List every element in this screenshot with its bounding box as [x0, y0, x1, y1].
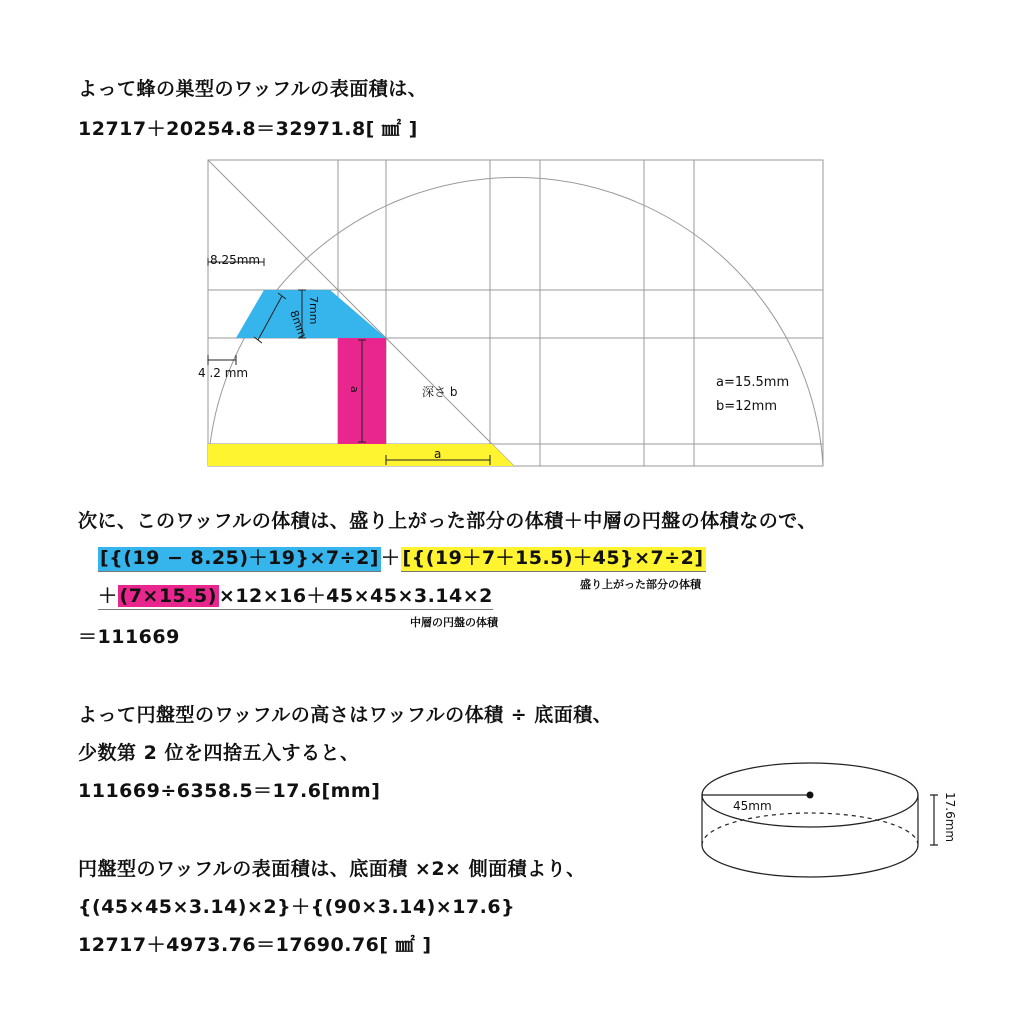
- honeycomb-area-equation: 12717＋20254.8＝32971.8[ ㎟ ]: [78, 118, 418, 140]
- disc-bottom-front: [702, 845, 918, 877]
- disc-area-equation: 12717＋4973.76＝17690.76[ ㎟ ]: [78, 934, 432, 956]
- disc-center-dot: [807, 792, 814, 799]
- volume-expression-line-1: [98, 543, 706, 570]
- expr-yellow-raised-part: [{(19＋7＋15.5)＋45}×7÷2]: [401, 547, 706, 572]
- disc-diagram: [690, 748, 980, 898]
- label-depth-b: 深さ b: [422, 385, 458, 399]
- volume-intro-text: 次に、このワッフルの体積は、盛り上がった部分の体積＋中層の円盤の体積なので、: [78, 510, 817, 532]
- disc-height-label: 17.6mm: [943, 792, 957, 843]
- label-a-value: a=15.5mm: [716, 375, 790, 390]
- label-42mm: 4 .2 mm: [198, 366, 249, 380]
- height-equation: 111669÷6358.5＝17.6[mm]: [78, 780, 381, 802]
- note-raised-part-volume: 盛り上がった部分の体積: [580, 578, 701, 591]
- disc-area-expression: {(45×45×3.14)×2}＋{(90×3.14)×17.6}: [78, 896, 516, 918]
- height-bracket: [930, 795, 938, 845]
- expr-plus-2: ＋: [98, 585, 118, 607]
- honeycomb-diagram: [0, 0, 1024, 480]
- label-825mm: 8.25mm: [210, 253, 261, 267]
- expr-blue-raised-part: [{(19 − 8.25)＋19}×7÷2]: [98, 547, 381, 572]
- expr-middle-disc: ＋45×45×3.14×2: [307, 585, 493, 610]
- disc-area-intro: 円盤型のワッフルの表面積は、底面積 ×2× 側面積より、: [78, 858, 586, 880]
- expr-pink-column: (7×15.5): [119, 585, 217, 607]
- disc-radius-label: 45mm: [733, 799, 772, 813]
- intro-text: よって蜂の巣型のワッフルの表面積は、: [78, 78, 428, 100]
- volume-expression-line-2: [98, 581, 493, 608]
- yellow-base: [208, 444, 514, 466]
- expr-plus-1: ＋: [380, 547, 401, 569]
- label-b-value: b=12mm: [716, 399, 778, 414]
- note-middle-disc-volume: 中層の円盤の体積: [410, 616, 498, 629]
- height-intro-text: よって円盤型のワッフルの高さはワッフルの体積 ÷ 底面積、: [78, 704, 613, 726]
- expr-pink-group: [98, 585, 307, 610]
- expr-column-count: ×12×16: [218, 585, 307, 607]
- rounding-text: 少数第 2 位を四捨五入すると、: [78, 742, 360, 764]
- label-8mm: 8mm: [287, 308, 310, 340]
- volume-result: ＝111669: [78, 626, 180, 648]
- label-a-side: a: [348, 386, 361, 393]
- label-a-bottom: a: [434, 447, 442, 461]
- label-7mm: 7mm: [307, 296, 320, 325]
